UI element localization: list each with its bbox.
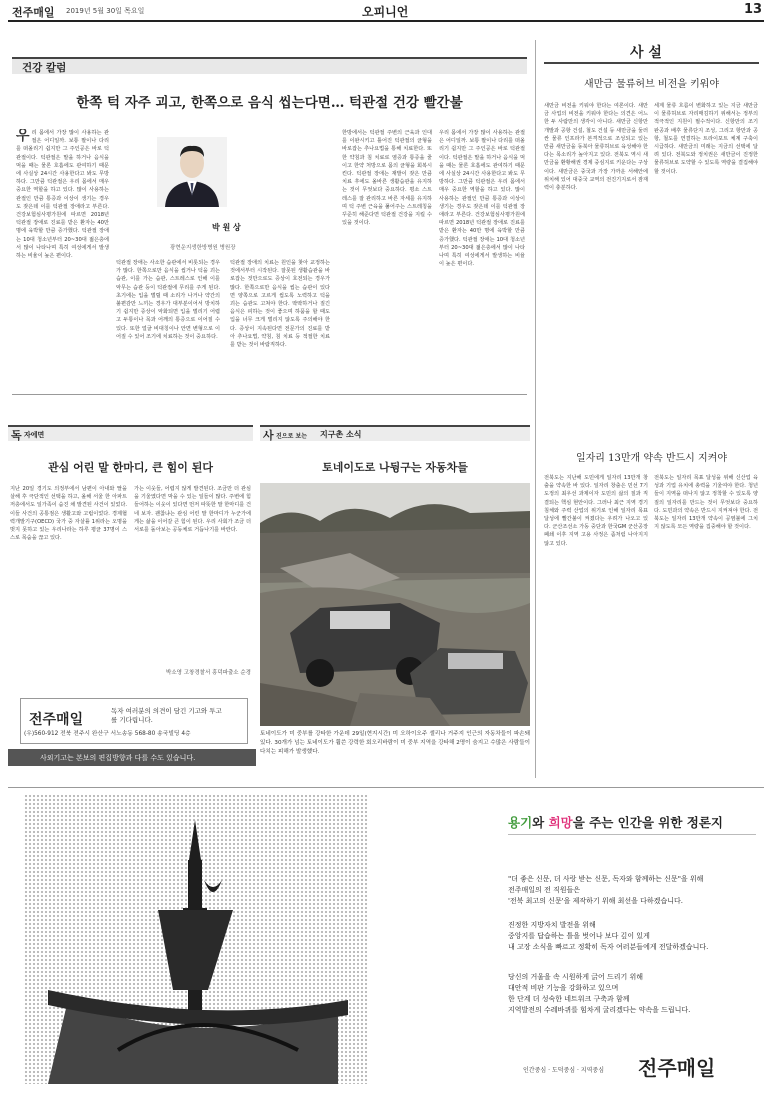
health-body-col1: 우리 몸에서 가장 많이 사용하는 관절은 어디일까. 보통 팔이나 다리를 떠올리기 쉽지만 그 주인공은 바로 턱관절이다. 턱관절은 말을 하거나 음식을 먹을 때는 물론 호흡에도 관여하기 때문에 사실상 24시간 사용한다고 봐도 무방하다. 그만큼 턱관절은 우리 몸에서 매우 중요한 역할을 하고 있다. 많이 사용하는 관절인 만큼 통증과 이상이 생기는 경우도 잦은데 이를 턱관절 장애라고 부른다. 건강보험심사평가원에 따르면 2018년 턱관절 장애로 진료를 받은 환자는 40만 명에 육박할 만큼 증가했다. 턱관절 장애는 10대 청소년부터 20~30대 젊은층에서 많이 나타나며 특히 여성에게서 발생하는 비율이 높은 편이다. <box>16 129 109 260</box>
ad-headline-rule <box>508 834 756 835</box>
editorial-label: 사 설 <box>630 45 662 61</box>
editorial-headline-2: 일자리 13만개 약속 반드시 지켜야 <box>575 453 728 464</box>
reader-headline: 관심 어린 말 한마디, 큰 힘이 된다 <box>48 461 213 474</box>
publisher-slogan: 독자 여러분의 의견이 담긴 기고와 투고를 기다립니다. <box>111 707 222 724</box>
editorial-rule <box>544 62 759 64</box>
header-rule <box>8 20 764 22</box>
reader-label-box <box>8 425 253 441</box>
ad-paragraph-3: 당신의 거울을 속 시원하게 긁어 드리기 위해 대안적 비판 기능을 강화하고 있으며 한 단계 더 성숙한 네트워크 구축과 함께 지역발전의 수레바퀴를 힘차게 굴리겠다는 약속을 드립니다. <box>508 973 691 1014</box>
author-photo <box>157 137 227 207</box>
author-portrait-icon <box>157 137 227 207</box>
health-column-label: 건강 칼럼 <box>22 62 67 74</box>
world-label-rest: 지구촌 소식 <box>320 430 362 439</box>
health-body-col2: 턱관절 장애는 사소한 습관에서 비롯되는 경우가 많다. 한쪽으로만 음식을 씹거나 턱을 괴는 습관, 이를 가는 습관, 스트레스로 인해 이를 악무는 습관 등이 턱관절에 무리를 주게 된다. 초기에는 입을 벌릴 때 소리가 나거나 약간의 불편감만 느끼는 경우가 대부분이어서 방치하기 쉽지만 증상이 악화되면 입을 벌리기 어렵고 두통이나 목과 어깨의 통증으로 이어질 수 있다. 또한 얼굴 비대칭이나 안면 변형으로 이어질 수 있어 조기에 치료하는 것이 중요하다. <box>116 260 220 340</box>
publisher-address: (우)560-912 전북 전주시 완산구 서노송동 568-80 송국빌딩 4층 <box>24 728 191 737</box>
photo-caption: 토네이도가 미 중부를 강타한 가운데 29일(현지시간) 미 오하이오주 셀리나 거주지 인근의 자동차들이 파손돼 있다. 30개가 넘는 토네이도가 휩쓴 강력한 회오리바람이 미 중부 지역을 강타해 2명이 숨지고 수많은 사람들이 다치는 피해가 발생했다. <box>260 731 530 755</box>
reader-column <box>8 425 253 687</box>
ad-headline-word2: 희망 <box>548 815 573 830</box>
reader-author: 박소영 고창경찰서 흥덕파출소 순경 <box>166 670 251 676</box>
publisher-logo: 전주매일 <box>29 712 84 728</box>
ballpoint-pen-icon <box>8 790 368 1088</box>
issue-date: 2019년 5월 30일 목요일 <box>66 7 145 15</box>
ad-headline-rest: 을 주는 인간을 위한 정론지 <box>572 815 723 830</box>
publisher-box <box>20 698 248 744</box>
health-column <box>12 57 527 395</box>
disclaimer-text: 사외기고는 본보의 편집방향과 다를 수도 있습니다. <box>40 754 196 762</box>
ad-tagline: 인간중심 · 도덕중심 · 지역중심 <box>523 1067 604 1074</box>
editorial-headline-1: 새만금 물류허브 비전을 키워야 <box>583 79 720 90</box>
tornado-damage-photo <box>260 483 530 726</box>
world-label-big: 사 <box>263 429 274 442</box>
health-column-tab <box>12 57 527 74</box>
masthead-paper-name: 전주매일 <box>12 6 55 19</box>
reader-body-col1: 지난 20일 경기도 의정부에서 남편이 아내와 딸을 살해 후 극단적인 선택을 하고, 올해 서울 한 아파트 저층에서도 일가족이 숨진 채 발견된 사건이 있었다. 이들 사건의 공통점은 생활고와 고립이었다. 경제협력개발기구(OECD) 국가 중 자살률 1위라는 오명을 벗지 못하고 있는 우리나라는 하루 평균 37명이 스스로 목숨을 끊고 있다. <box>10 486 127 542</box>
drop-cap: 우 <box>16 129 30 144</box>
ad-paragraph-1: "더 좋은 신문, 더 사랑 받는 신문, 독자와 함께하는 신문"을 위해 전주매일의 전 직원들은 '전북 최고의 신문'을 제작하기 위해 최선을 다하겠습니다. <box>508 875 704 905</box>
world-label-small: 진으로 보는 <box>276 433 308 440</box>
editorial-column <box>535 40 763 778</box>
page-number: 13 <box>744 2 763 17</box>
tornado-photo <box>260 483 530 726</box>
editorial-2-col-b: 전북도는 일자리 목표 달성을 위해 신산업 육성과 기업 유치에 총력을 기울여야 한다. 청년들이 지역을 떠나지 않고 정착할 수 있도록 양질의 일자리를 만드는 것이 무엇보다 중요하다. 도민과의 약속은 반드시 지켜져야 한다. 전북도는 일자리 13만개 약속이 공염불에 그치지 않도록 모든 역량을 집중해야 할 것이다. <box>654 475 758 531</box>
world-headline: 토네이도로 나뒹구는 자동차들 <box>322 461 468 474</box>
author-name: 박 원 상 <box>212 223 241 232</box>
section-title: 오피니언 <box>362 5 409 19</box>
reader-body-col2: 가는 이웃들, 어렵지 않게 발견된다. 조금만 더 관심을 기울였다면 막을 수 있는 일들이 많다. 주변에 힘들어하는 이웃이 있다면 먼저 따뜻한 말 한마디를 건네 보자. 괜찮냐는 관심 어린 말 한마디가 누군가에게는 삶을 이어갈 큰 힘이 된다. 우리 사회가 조금 더 서로를 돌아보는 공동체로 거듭나기를 바란다. <box>134 486 251 534</box>
author-affiliation: 광현운지생한방병원 병원장 <box>170 245 236 251</box>
bottom-ad <box>8 790 764 1088</box>
editorial-1-col-a: 새만금 비전을 키워야 한다는 여론이다. 새만금 사업의 비전을 키워야 한다는 의견은 어느 한 두 사람만의 생각이 아니다. 새만금 신항만 개발과 공항 건설, 철도 건설 등 새만금을 둘러싼 물류 인프라가 본격적으로 조성되고 있는 만큼 새만금을 동북아 물류허브로 육성해야 한다는 목소리가 높아지고 있다. 전북도 역시 새만금을 환황해권 경제 중심지로 키운다는 구상이다. 새만금은 중국과 가장 가까운 서해안에 위치해 있어 대중국 교역의 전진기지로서 잠재력이 충분하다. <box>544 103 648 192</box>
ad-paragraph-2: 진정한 지방자치 발전을 위해 중앙지를 답습하는 틀을 벗어나 보다 깊이 있게 내 고장 소식을 빠르고 정확히 독자 여러분들에게 전달하겠습니다. <box>508 921 709 951</box>
ad-top-rule <box>8 787 764 788</box>
health-body-col4: 한방에서는 턱관절 주변의 근육과 인대를 이완시키고 틀어진 턱관절의 균형을 바로잡는 추나요법을 통해 치료한다. 또한 약침과 침 치료로 염증과 통증을 줄이고 한약 처방으로 몸의 균형을 회복시킨다. 턱관절 장애는 재발이 잦은 만큼 치료 후에도 올바른 생활습관을 유지하는 것이 무엇보다 중요하다. 평소 스트레스를 잘 관리하고 바른 자세를 유지하며 턱 주변 근육을 풀어주는 스트레칭을 꾸준히 해준다면 턱관절 건강을 지킬 수 있을 것이다. <box>342 130 432 227</box>
health-body-col3: 턱관절 장애의 치료는 원인을 찾아 교정하는 것에서부터 시작된다. 잘못된 생활습관을 바로잡는 것만으로도 증상이 호전되는 경우가 많다. 한쪽으로만 음식을 씹는 습관이 있다면 양쪽으로 고르게 씹도록 노력하고 턱을 괴는 습관도 고쳐야 한다. 딱딱하거나 질긴 음식은 피하는 것이 좋으며 하품을 할 때도 입을 너무 크게 벌리지 않도록 주의해야 한다. 증상이 지속된다면 전문가의 진료를 받아 추나요법, 약침, 침 치료 등 적절한 치료를 받는 것이 바람직하다. <box>230 260 330 349</box>
editorial-1-col-b: 세계 물류 흐름이 변화하고 있는 지금 새만금이 물류허브로 자리매김하기 위해서는 정부의 적극적인 지원이 필수적이다. 신항만의 조기 완공과 배후 물류단지 조성, 그리고 항만과 공항, 철도를 연결하는 트라이포트 체계 구축이 시급하다. 새만금의 미래는 지금의 선택에 달려 있다. 전북도와 정치권은 새만금이 진정한 물류허브로 도약할 수 있도록 역량을 결집해야 할 것이다. <box>654 103 758 175</box>
reader-label-rest: 자에면 <box>24 431 45 439</box>
ad-headline-mid: 와 <box>532 815 549 830</box>
ad-headline-word1: 용기 <box>508 815 533 830</box>
world-news <box>260 425 530 780</box>
ad-logo: 전주매일 <box>638 1056 716 1080</box>
ad-headline <box>508 813 723 831</box>
reader-label-big: 독 <box>11 429 22 442</box>
health-body-col5: 우리 몸에서 가장 많이 사용하는 관절은 어디일까. 보통 팔이나 다리를 떠올리기 쉽지만 그 주인공은 바로 턱관절이다. 턱관절은 말을 하거나 음식을 먹을 때는 물론 호흡에도 관여하기 때문에 사실상 24시간 사용한다고 봐도 무방하다. 그만큼 턱관절은 우리 몸에서 매우 중요한 역할을 하고 있다. 많이 사용하는 관절인 만큼 통증과 이상이 생기는 경우도 잦은데 이를 턱관절 장애라고 부른다. 건강보험심사평가원에 따르면 2018년 턱관절 장애로 진료를 받은 환자는 40만 명에 육박할 만큼 증가했다. 턱관절 장애는 10대 청소년부터 20~30대 젊은층에서 많이 나타나며 특히 여성에게서 발생하는 비율이 높은 편이다. <box>439 130 525 268</box>
editorial-2-col-a: 전북도는 지난해 도민에게 일자리 13만개 창출을 약속한 바 있다. 일자리 창출은 민선 7기 도정의 최우선 과제이자 도민의 삶의 질과 직결되는 핵심 현안이다. 그러나 최근 지역 경기 침체와 주력 산업의 위기로 인해 일자리 목표 달성에 빨간불이 켜졌다는 우려가 나오고 있다. 군산조선소 가동 중단과 한국GM 군산공장 폐쇄 이후 지역 고용 사정은 좀처럼 나아지지 않고 있다. <box>544 475 648 547</box>
health-headline: 한쪽 턱 자주 괴고, 한쪽으로 음식 씹는다면… 턱관절 건강 빨간불 <box>76 95 463 111</box>
